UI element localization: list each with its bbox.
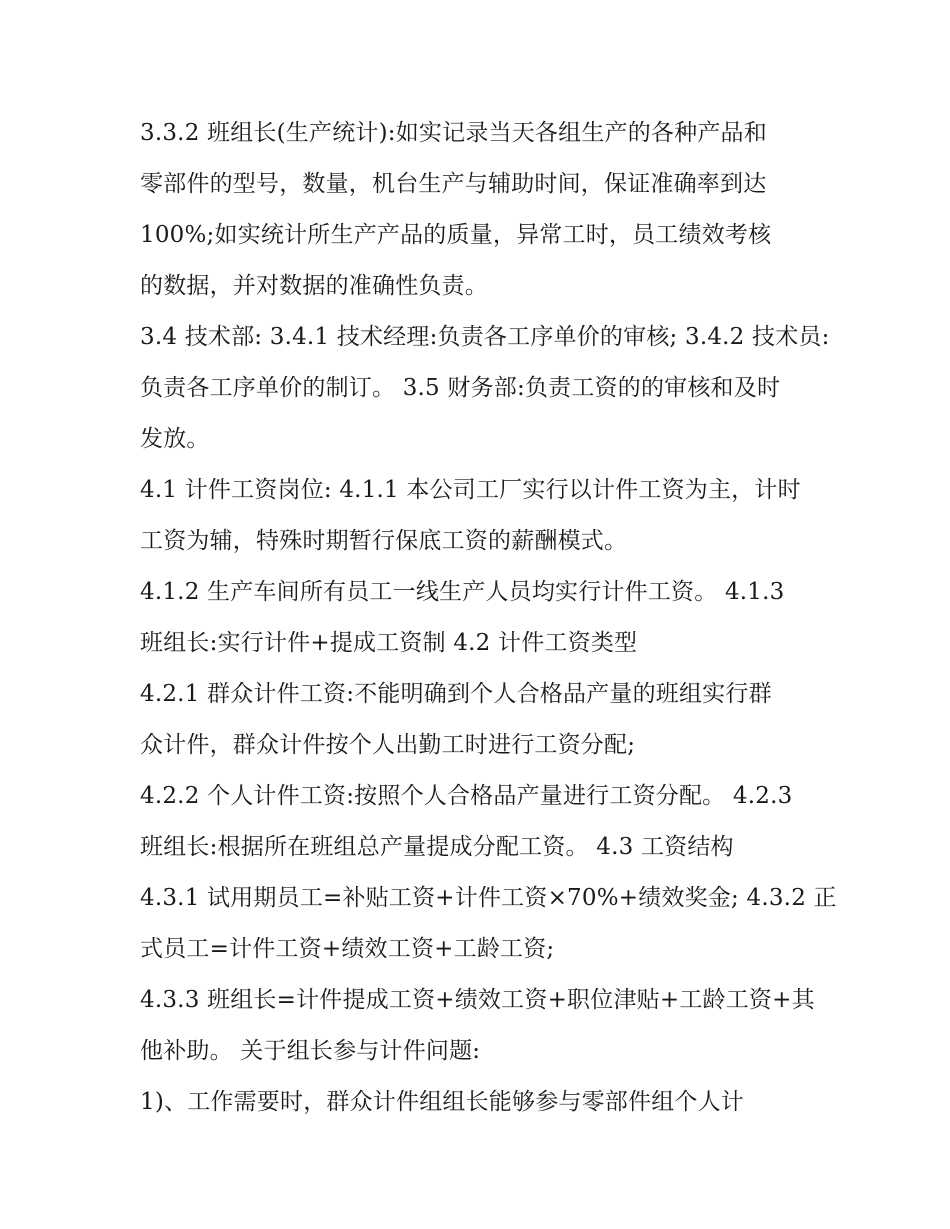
- text-line: 1)、工作需要时，群众计件组组长能够参与零部件组个人计: [140, 1089, 745, 1115]
- text-line: 3.4 技术部: 3.4.1 技术经理:负责各工序单价的审核; 3.4.2 技术员:: [140, 324, 830, 350]
- text-line: 式员工=计件工资+绩效工资+工龄工资;: [140, 936, 555, 962]
- text-line: 他补助。 关于组长参与计件问题:: [140, 1038, 481, 1064]
- text-line: 发放。: [140, 426, 210, 452]
- text-line: 班组长:根据所在班组总产量提成分配工资。 4.3 工资结构: [140, 834, 734, 860]
- text-line: 3.3.2 班组长(生产统计):如实记录当天各组生产的各种产品和: [140, 120, 767, 146]
- text-line: 4.2.1 群众计件工资:不能明确到个人合格品产量的班组实行群: [140, 681, 772, 707]
- text-line: 零部件的型号，数量，机台生产与辅助时间，保证准确率到达: [140, 171, 767, 197]
- text-line: 工资为辅，特殊时期暂行保底工资的薪酬模式。: [140, 528, 628, 554]
- text-line: 4.3.3 班组长=计件提成工资+绩效工资+职位津贴+工龄工资+其: [140, 987, 815, 1013]
- document-body: [140, 108, 837, 1128]
- text-line: 4.2.2 个人计件工资:按照个人合格品产量进行工资分配。 4.2.3: [140, 783, 793, 809]
- text-line: 4.1.2 生产车间所有员工一线生产人员均实行计件工资。 4.1.3: [140, 579, 785, 605]
- text-line: 4.1 计件工资岗位: 4.1.1 本公司工厂实行以计件工资为主，计时: [140, 477, 801, 503]
- text-line: 的数据，并对数据的准确性负责。: [140, 273, 488, 299]
- text-line: 众计件，群众计件按个人出勤工时进行工资分配;: [140, 732, 636, 758]
- text-line: 班组长:实行计件+提成工资制 4.2 计件工资类型: [140, 630, 638, 656]
- text-line: 100%;如实统计所生产产品的质量，异常工时，员工绩效考核: [140, 222, 772, 248]
- text-line: 4.3.1 试用期员工=补贴工资+计件工资×70%+绩效奖金; 4.3.2 正: [140, 885, 837, 911]
- text-line: 负责各工序单价的制订。 3.5 财务部:负责工资的的审核和及时: [140, 375, 781, 401]
